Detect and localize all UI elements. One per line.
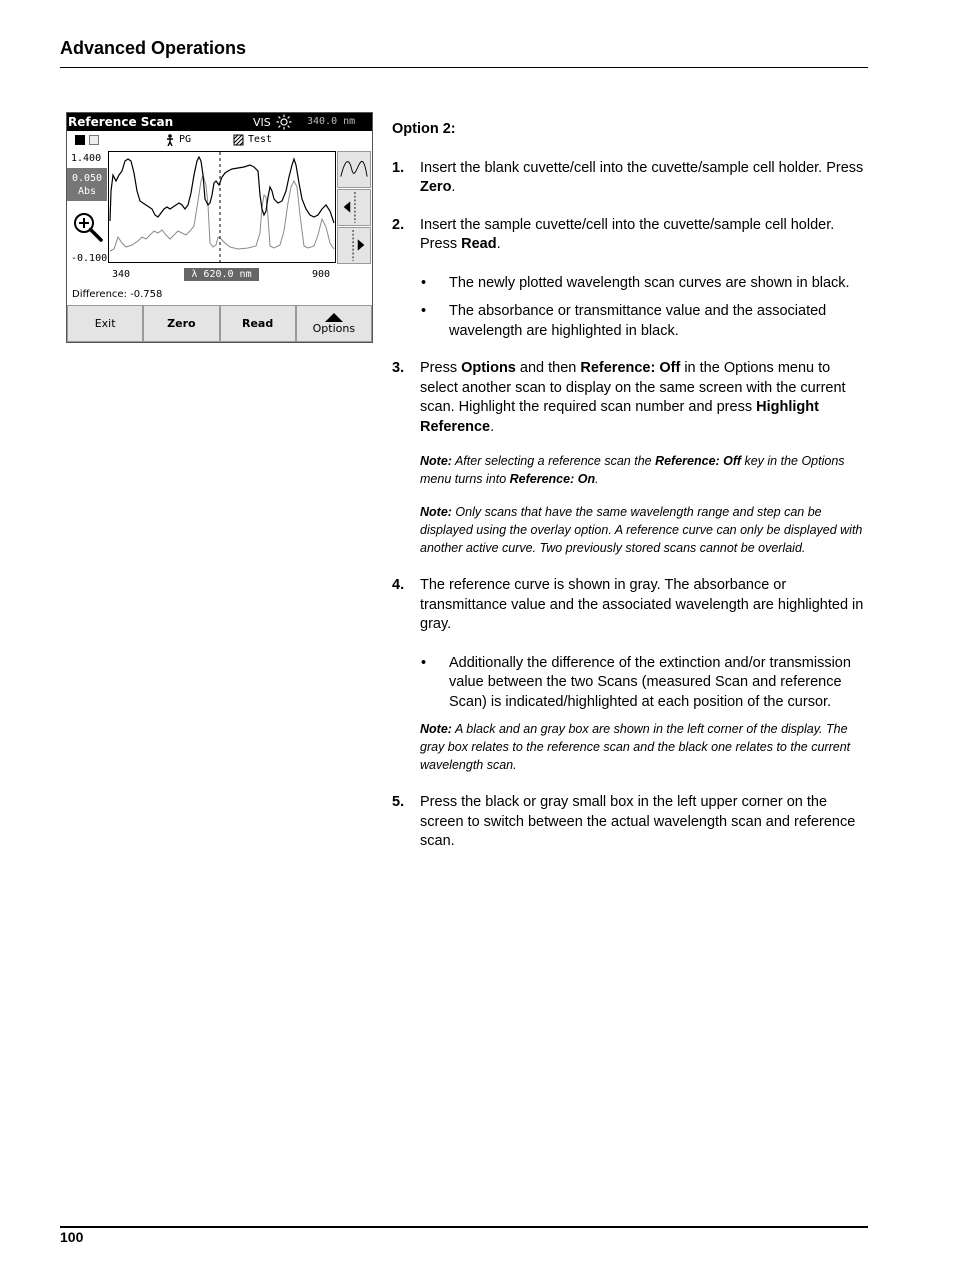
note-label: Note: [420,454,452,468]
step-number: 2. [392,216,405,233]
cursor-left-button[interactable] [337,189,371,226]
step-text: . [451,179,456,195]
note-text: key in the Options menu turns into [420,454,845,486]
step-1 [392,159,868,198]
pg-label: PG [179,134,192,145]
difference-readout: Difference: -0.758 [72,289,163,300]
bullet-text: Additionally the difference of the extinction and/or transmission value between the two Scans (measured Scan and reference Scan) is indicated/highlighted at each position of the cursor. [449,654,851,710]
arrow-right-icon [338,228,370,263]
step-5 [392,793,868,852]
zoom-in-icon[interactable] [72,211,104,243]
cursor-right-button[interactable] [337,227,371,264]
reference-scan-box[interactable] [89,135,99,145]
section-title: Advanced Operations [60,38,247,58]
exit-label: Exit [94,317,116,330]
read-label: Read [242,317,274,330]
x-max-label: 900 [312,269,331,280]
test-label: Test [248,134,273,145]
note-text: . [595,472,599,486]
note-1 [392,452,868,488]
step-number: 1. [392,159,405,176]
arrow-left-icon [338,190,370,225]
step-4 [392,576,868,635]
peak-curve-icon [338,152,370,187]
note-text: Only scans that have the same wavelength range and step can be displayed using the overlay option. A reference curve can only be displayed with another active curve. Two previously stored scans cannot be overlaid. [420,505,863,555]
bullet-dot: • [421,654,427,671]
step-number: 5. [392,794,405,810]
options-button[interactable] [296,305,372,342]
step-key: Reference: Off [580,360,681,376]
footer-rule [60,1226,868,1228]
wavelength-readout: 340.0 nm [307,116,356,127]
step-number: 3. [392,360,405,376]
person-icon [165,134,175,146]
note-label: Note: [420,505,452,519]
options-label: Options [312,321,356,335]
zero-label: Zero [167,317,196,330]
step-text: Insert the blank cuvette/cell into the cuvette/sample cell holder. Press [420,159,864,176]
value-readout-box [67,168,107,201]
step-number: 4. [392,577,405,593]
step-key: Zero [420,179,452,195]
step-text: . [490,418,495,435]
instrument-screen [66,112,373,343]
bullet-text: The absorbance or transmittance value and the associated wavelength are highlighted in black. [449,303,827,339]
screen-title: Reference Scan [68,115,174,129]
y-max-label: 1.400 [71,153,102,164]
exit-button[interactable] [67,305,143,342]
bullet-dot: • [421,274,427,291]
step-text: The reference curve is shown in gray. The absorbance or transmittance value and the associated wavelength are highlighted in gray. [420,577,864,632]
note-key: Reference: On [509,472,596,486]
step-text: Press the black or gray small box in the left upper corner on the screen to switch between the actual wavelength scan and reference scan. [420,794,856,849]
step-key: Read [461,236,497,252]
bullet-dot: • [421,303,427,319]
step-text: in the Options menu to select another scan to display on the same screen with the current scan. Highlight the required scan number and press [420,360,846,415]
step-3 [392,359,868,437]
bullet-item [392,274,868,294]
scan-plot [108,151,336,263]
mode-label: VIS [253,116,271,129]
zero-button[interactable] [143,305,219,342]
current-scan-box[interactable] [75,135,85,145]
step-text: Press [420,360,462,376]
note-key: Reference: Off [655,454,741,468]
cursor-wavelength: λ 620.0 nm [184,268,259,281]
bullet-text: The newly plotted wavelength scan curves are shown in black. [449,274,850,291]
scan-view-button[interactable] [337,151,371,188]
header-rule [60,67,868,68]
note-text: After selecting a reference scan the [451,454,656,468]
y-min-label: -0.100 [71,253,108,264]
bullet-item [392,654,868,713]
lamp-sun-icon [276,114,292,130]
absorbance-value: 0.050 [71,173,103,184]
x-min-label: 340 [112,269,131,280]
page-number: 100 [60,1229,84,1245]
option-heading: Option 2: [392,121,456,137]
instructions [392,120,868,852]
note-2 [392,503,868,557]
screen-title-bar [67,113,372,131]
step-text: and then [515,360,581,376]
screen-button-bar [67,305,372,342]
step-key: Options [461,360,516,376]
bullet-item [392,302,868,341]
step-text: . [496,236,501,252]
note-text: A black and an gray box are shown in the left corner of the display. The gray box relates to the reference scan and the black one relates to the current wavelength scan. [420,722,851,772]
note-label: Note: [420,722,452,736]
triangle-up-icon [325,313,343,322]
absorbance-unit: Abs [77,186,97,197]
sample-cell-icon [233,134,244,146]
step-key: Highlight Reference [420,399,819,435]
read-button[interactable] [220,305,296,342]
note-3 [392,720,868,774]
step-2 [392,216,868,255]
step-text: Insert the sample cuvette/cell into the cuvette/sample cell holder. Press [420,216,835,252]
